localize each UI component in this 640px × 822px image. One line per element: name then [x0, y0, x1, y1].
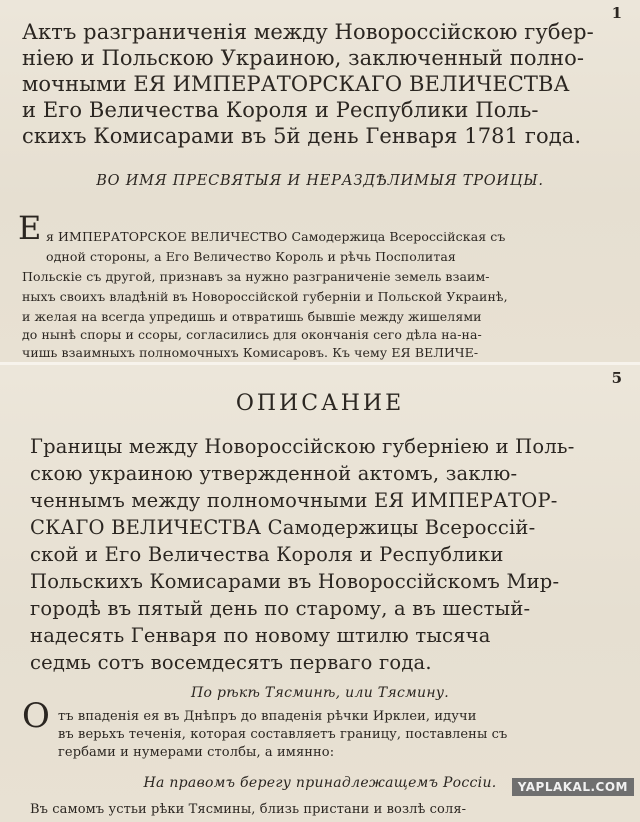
heading-line: скою украиною утвержденной актомъ, заклю-: [30, 462, 518, 485]
heading-line: скихъ Комисарами въ 5й день Генваря 1781 года.: [22, 124, 582, 148]
bottom-page: [0, 365, 640, 822]
heading-line: седмь сотъ восемдесятъ перваго года.: [30, 651, 432, 674]
heading-line: СКАГО ВЕЛИЧЕСТВА Самодержицы Всероссій-: [30, 516, 536, 539]
body-line: до нынѣ споры и ссоры, согласились для окончанія сего дѣла на-на-: [22, 327, 482, 342]
body-line: тъ впаденія ея въ Днѣпръ до впаденія рѣчки Ирклеи, идучи: [58, 709, 477, 724]
body-line: Польскіе съ другой, признавъ за нужно разграниченіе земель взаим-: [22, 269, 490, 284]
body-line: одной стороны, а Его Величество Король и рѣчь Посполитая: [46, 249, 456, 264]
top-page: [0, 0, 640, 362]
heading-line: Границы между Новороссійскою губерніею и Поль-: [30, 435, 575, 458]
heading-line: ченнымъ между полномочными ЕЯ ИМПЕРАТОР-: [30, 489, 558, 512]
heading-line: ніею и Польскою Украиною, заключенный полно-: [22, 46, 585, 70]
body-line: Въ самомъ устьи рѣки Тясмины, близь пристани и возлѣ соля-: [30, 802, 467, 817]
body-line: ныхъ своихъ владѣній въ Новороссійской губерніи и Польской Украинѣ,: [22, 289, 508, 304]
heading-line: городѣ въ пятый день по старому, а въ шестый-: [30, 597, 531, 620]
drop-cap: Е: [18, 209, 42, 247]
heading-line: Актъ разграниченія между Новороссійскою губер-: [22, 20, 594, 44]
watermark-badge: YAPLAKAL.COM: [512, 778, 634, 796]
body-line: чишь взаимныхъ полномочныхъ Комисаровъ. Къ чему ЕЯ ВЕЛИЧЕ-: [22, 345, 479, 360]
heading-line: надесять Генваря по новому штилю тысяча: [30, 624, 491, 647]
page-number: 5: [611, 369, 622, 387]
heading-line: мочными ЕЯ ИМПЕРАТОРСКАГО ВЕЛИЧЕСТВА: [22, 72, 570, 96]
heading-line: ской и Его Величества Короля и Республики: [30, 543, 504, 566]
invocation: ВО ИМЯ ПРЕСВЯТЫЯ И НЕРАЗДѢЛИМЫЯ ТРОИЦЫ.: [96, 173, 544, 189]
heading-line: Польскихъ Комисарами въ Новороссійскомъ Мир-: [30, 570, 560, 593]
heading-line: и Его Величества Короля и Республики Поль-: [22, 98, 539, 122]
section-title: ОПИСАНИЕ: [235, 391, 405, 416]
section-heading: По рѣкѣ Тясминѣ, или Тясмину.: [190, 685, 450, 701]
subsection-heading: На правомъ берегу принадлежащемъ Россіи.: [143, 775, 497, 791]
body-line: я ИМПЕРАТОРСКОЕ ВЕЛИЧЕСТВО Самодержица Всероссійская съ: [46, 229, 506, 244]
body-line: и желая на всегда упредишь и отвратишь бывшіе между жишелями: [22, 309, 482, 324]
page-number: 1: [611, 4, 622, 22]
body-line: гербами и нумерами столбы, а имянно:: [58, 745, 335, 760]
body-line: въ верьхъ теченія, которая составляетъ границу, поставлены съ: [58, 727, 508, 742]
drop-cap: О: [22, 696, 50, 736]
